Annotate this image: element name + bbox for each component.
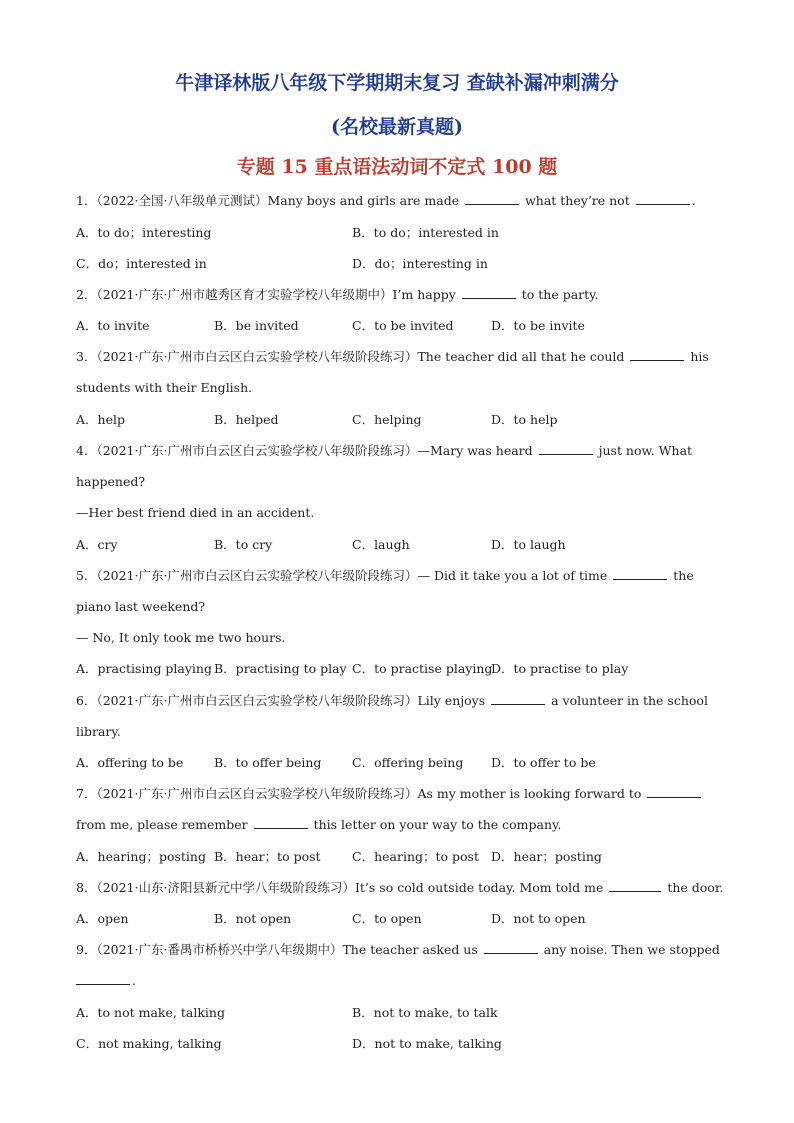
question-5-option-c: C．to practise playing xyxy=(352,661,493,676)
question-8-option-b: B．not open xyxy=(214,911,292,926)
question-9-option-a: A．to not make, talking xyxy=(76,1005,225,1020)
question-6-stem-continued: library. xyxy=(76,724,121,739)
question-3-option-d: D．to help xyxy=(491,412,558,427)
question-9-stem: 9．（2021·广东·番禺市桥桥兴中学八年级期中）The teacher asked us any noise. Then we stopped xyxy=(76,942,720,957)
answer-blank xyxy=(484,941,538,954)
question-1-option-b: B．to do；interested in xyxy=(352,225,499,240)
question-7-option-c: C．hearing；to post xyxy=(352,849,479,864)
question-2-option-c: C．to be invited xyxy=(352,318,454,333)
question-4-option-a: A．cry xyxy=(76,537,118,552)
question-9-option-b: B．not to make, to talk xyxy=(352,1005,498,1020)
question-3-option-b: B．helped xyxy=(214,412,279,427)
answer-blank xyxy=(647,785,701,798)
question-4-stem: 4．（2021·广东·广州市白云区白云实验学校八年级阶段练习）—Mary was heard just now. What xyxy=(76,443,693,458)
answer-blank xyxy=(636,192,690,205)
answer-blank xyxy=(465,192,519,205)
question-7-stem: 7．（2021·广东·广州市白云区白云实验学校八年级阶段练习）As my mother is looking forward to xyxy=(76,784,703,804)
question-2-stem: 2．（2021·广东·广州市越秀区育才实验学校八年级期中）I’m happy to the party. xyxy=(76,287,599,302)
question-3-option-a: A．help xyxy=(76,412,125,427)
question-1-option-c: C．do；interested in xyxy=(76,256,207,271)
worksheet-subtitle: (名校最新真题) xyxy=(331,116,463,138)
question-4-option-b: B．to cry xyxy=(214,537,273,552)
question-9-stem-continued: . xyxy=(76,971,136,991)
question-6-option-c: C．offering being xyxy=(352,755,464,770)
answer-blank xyxy=(491,692,545,705)
answer-blank xyxy=(539,442,593,455)
question-5-reply: — No, It only took me two hours. xyxy=(76,630,286,645)
question-2-option-d: D．to be invite xyxy=(491,318,585,333)
question-8-stem: 8．（2021·山东·济阳县新元中学八年级阶段练习）It’s so cold outside today. Mom told me the door. xyxy=(76,880,724,895)
question-6-option-d: D．to offer to be xyxy=(491,755,596,770)
question-2-option-a: A．to invite xyxy=(76,318,150,333)
question-2-option-b: B．be invited xyxy=(214,318,299,333)
question-3-stem: 3．（2021·广东·广州市白云区白云实验学校八年级阶段练习）The teacher did all that he could his xyxy=(76,349,709,364)
question-4-option-d: D．to laugh xyxy=(491,537,566,552)
question-5-option-a: A．practising playing xyxy=(76,661,212,676)
question-4-stem-continued: happened? xyxy=(76,474,146,489)
answer-blank xyxy=(609,879,661,892)
question-6-option-b: B．to offer being xyxy=(214,755,322,770)
answer-blank xyxy=(630,348,684,361)
question-4-option-c: C．laugh xyxy=(352,537,410,552)
question-4-reply: —Her best friend died in an accident. xyxy=(76,505,315,520)
question-7-option-d: D．hear；posting xyxy=(491,849,602,864)
question-7-option-a: A．hearing；posting xyxy=(76,849,206,864)
question-5-stem: 5．（2021·广东·广州市白云区白云实验学校八年级阶段练习）— Did it take you a lot of time the xyxy=(76,568,694,583)
answer-blank xyxy=(462,286,516,299)
question-8-option-d: D．not to open xyxy=(491,911,586,926)
question-8-option-a: A．open xyxy=(76,911,129,926)
question-8-option-c: C．to open xyxy=(352,911,422,926)
question-5-option-d: D．to practise to play xyxy=(491,661,629,676)
question-1-option-a: A．to do；interesting xyxy=(76,225,212,240)
question-7-option-b: B．hear；to post xyxy=(214,849,321,864)
question-9-option-d: D．not to make, talking xyxy=(352,1036,502,1051)
question-3-stem-continued: students with their English. xyxy=(76,380,253,395)
answer-blank xyxy=(76,972,130,985)
answer-blank xyxy=(613,567,667,580)
question-9-option-c: C．not making, talking xyxy=(76,1036,222,1051)
question-5-option-b: B．practising to play xyxy=(214,661,347,676)
topic-heading: 专题 15 重点语法动词不定式 100 题 xyxy=(236,156,558,178)
question-7-stem-continued: from me, please remember this letter on your way to the company. xyxy=(76,817,562,832)
question-1-option-d: D．do；interesting in xyxy=(352,256,488,271)
question-1-stem: 1．（2022·全国·八年级单元测试）Many boys and girls are made what they’re not . xyxy=(76,193,696,208)
question-6-option-a: A．offering to be xyxy=(76,755,184,770)
answer-blank xyxy=(254,816,308,829)
worksheet-title: 牛津译林版八年级下学期期末复习 查缺补漏冲刺满分 xyxy=(175,72,619,94)
question-5-stem-continued: piano last weekend? xyxy=(76,599,206,614)
question-3-option-c: C．helping xyxy=(352,412,422,427)
question-6-stem: 6．（2021·广东·广州市白云区白云实验学校八年级阶段练习）Lily enjoys a volunteer in the school xyxy=(76,693,708,708)
